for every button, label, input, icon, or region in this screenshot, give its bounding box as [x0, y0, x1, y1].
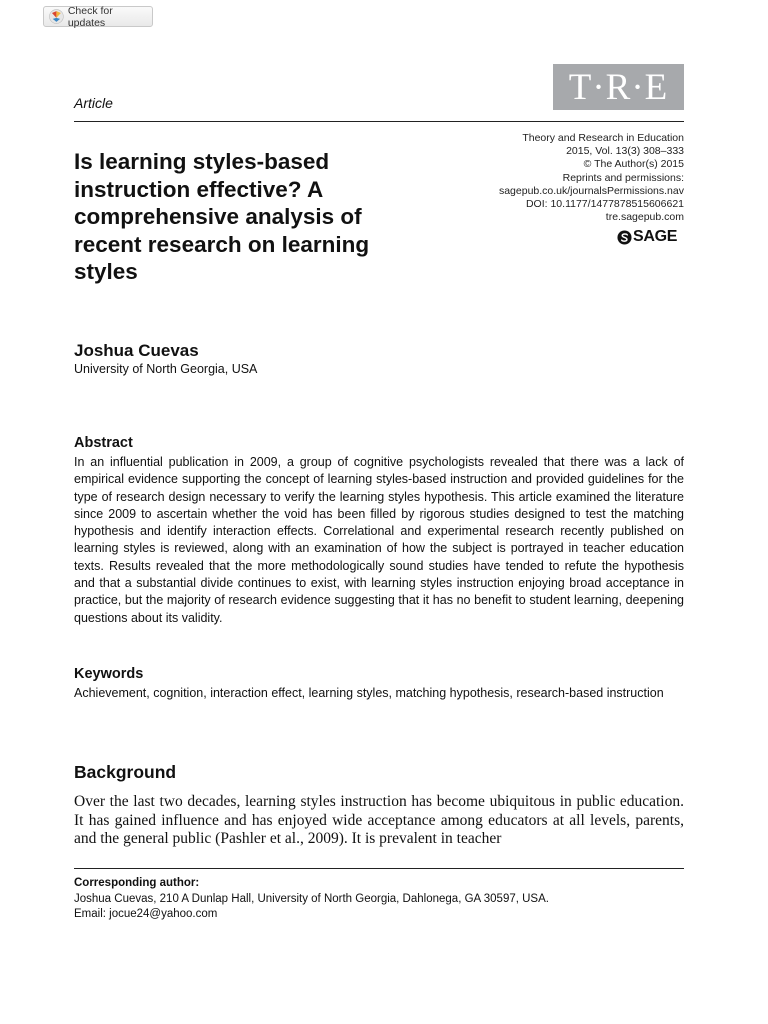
check-for-updates-button[interactable] [43, 6, 153, 27]
crossmark-icon [49, 9, 64, 24]
footnote-divider [74, 868, 684, 869]
corresponding-author-address: Joshua Cuevas, 210 A Dunlap Hall, University of North Georgia, Dahlonega, GA 30597, USA. [74, 893, 549, 905]
copyright-notice: © The Author(s) 2015 [583, 158, 684, 171]
publisher-logo [617, 228, 677, 246]
journal-site-link[interactable]: tre.sagepub.com [605, 211, 684, 224]
background-text: Over the last two decades, learning styles instruction has become ubiquitous in public education. It has gained influence and has enjoyed wide acceptance among educators at all levels, parents, and the general public (Pashler et al., 2009). It is prevalent in teacher [74, 793, 684, 847]
doi-link[interactable]: DOI: 10.1177/1477878515606621 [525, 198, 684, 211]
corresponding-author-email[interactable]: Email: jocue24@yahoo.com [74, 908, 218, 920]
abstract-text: In an influential publication in 2009, a group of cognitive psychologists revealed that there was a lack of empirical evidence supporting the concept of learning styles-based instruction and provided guidelines for the type of research design necessary to verify the learning styles hypothesis. This article examined the literature since 2009 to ascertain whether the void has been filled by rigorous studies designed to test the matching hypothesis and identify interaction effects. Correlational and experimental research recently published on learning styles is reviewed, along with an examination of how the subject is portrayed in teacher education texts. Results revealed that the more methodologically sound studies have tended to refute the hypothesis and that a substantial divide continues to exist, with learning styles instruction enjoying broad acceptance in practice, but the majority of research evidence suggesting that it has no benefit to student learning, deepening questions about its validity. [74, 455, 684, 625]
publication-meta [424, 132, 684, 224]
sage-s-icon [617, 230, 632, 245]
journal-name: Theory and Research in Education [522, 132, 684, 144]
volume-info: 2015, Vol. 13(3) 308–333 [566, 145, 684, 158]
keywords-text: Achievement, cognition, interaction effect, learning styles, matching hypothesis, research-based instruction [74, 686, 664, 700]
corresponding-author-heading: Corresponding author: [74, 877, 200, 889]
article-title: Is learning styles-based instruction effective? A comprehensive analysis of recent research on learning styles [74, 149, 370, 284]
author-name: Joshua Cuevas [74, 341, 199, 360]
background-heading: Background [74, 762, 177, 782]
publisher-name: SAGE [633, 228, 678, 245]
journal-logo: T·R·E [553, 64, 684, 110]
reprints-label: Reprints and permissions: [562, 171, 684, 184]
header-divider [74, 121, 684, 122]
permissions-link[interactable]: sagepub.co.uk/journalsPermissions.nav [498, 184, 684, 197]
check-for-updates-label: Check for updates [67, 4, 113, 29]
article-type-label: Article [74, 95, 113, 111]
author-affiliation: University of North Georgia, USA [74, 362, 258, 376]
keywords-heading: Keywords [74, 666, 144, 682]
abstract-heading: Abstract [74, 435, 133, 451]
